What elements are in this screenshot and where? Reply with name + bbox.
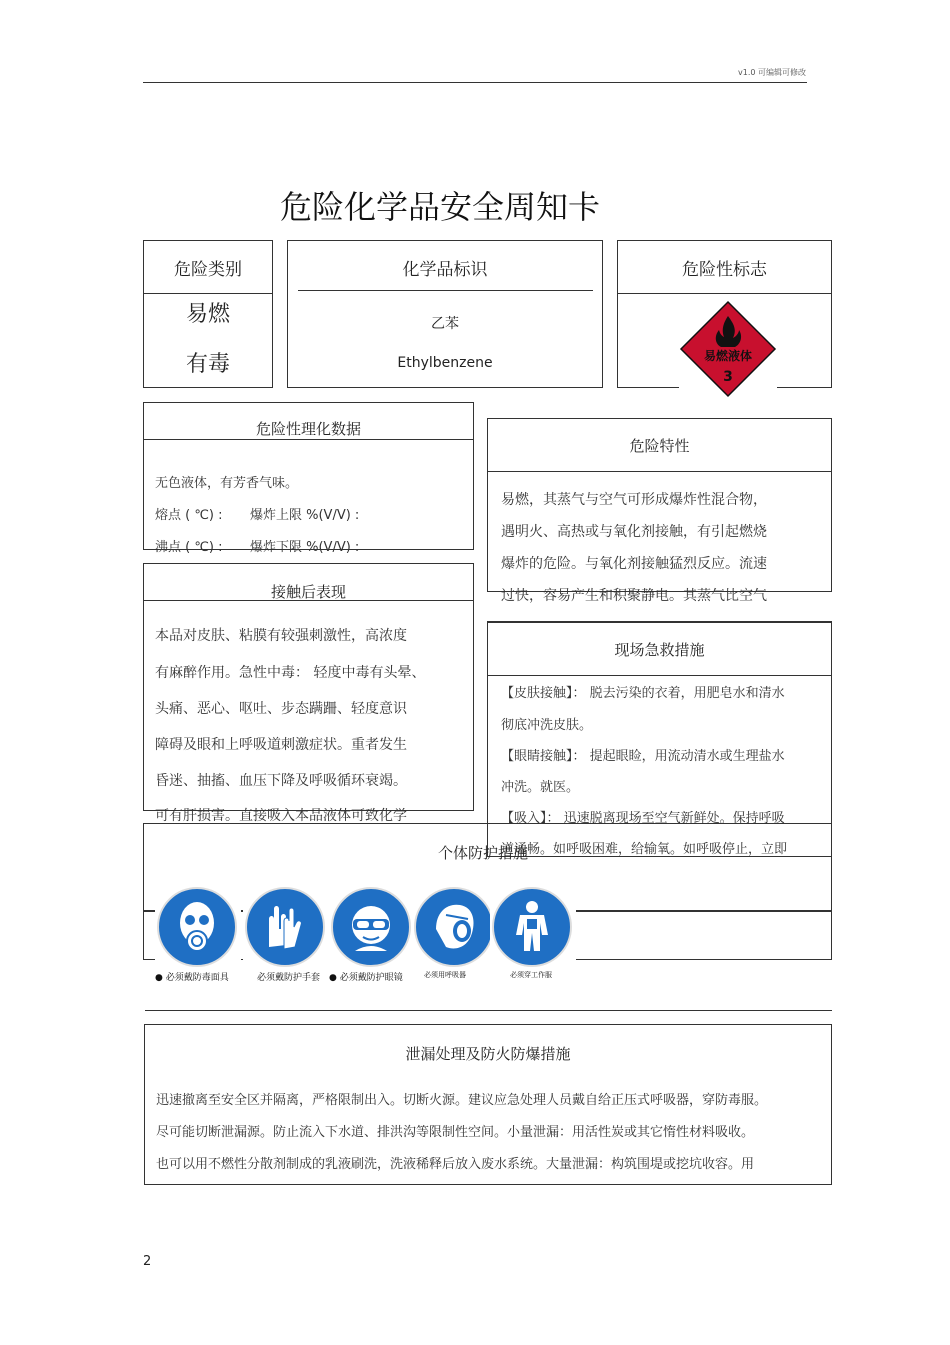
hazard-props-box	[487, 418, 832, 604]
physchem-line: 沸点 ( ℃) :	[155, 540, 223, 555]
ppe-sign-work-clothes	[490, 885, 576, 981]
spill-line: 尽可能切断泄漏源。防止流入下水道、排洪沟等限制性空间。小量泄漏：用活性炭或其它惰性材料吸收。	[156, 1125, 755, 1140]
exposure-line: 有麻醉作用。急性中毒： 轻度中毒有头晕、	[155, 665, 426, 681]
hazard-props-line: 遇明火、高热或与氧化剂接触，有引起燃烧	[501, 524, 767, 540]
chemical-id-heading: 化学品标识	[402, 260, 488, 280]
divider	[298, 290, 593, 291]
sign-circle	[245, 887, 325, 967]
chemical-name-cn: 乙苯	[431, 316, 459, 332]
spill-heading: 泄漏处理及防火防爆措施	[405, 1045, 571, 1063]
hazard-props-line: 易燃，其蒸气与空气可形成爆炸性混合物，	[501, 492, 767, 508]
exposure-heading: 接触后表现	[270, 583, 346, 601]
physchem-line: 爆炸上限 %(V/V) :	[250, 508, 360, 523]
hazard-sign-heading: 危险性标志	[682, 260, 767, 280]
spill-line: 迅速撤离至安全区并隔离，严格限制出入。切断火源。建议应急处理人员戴自给正压式呼吸器，穿防毒服。	[156, 1093, 768, 1108]
first-aid-line: 【皮肤接触】： 脱去污染的衣着，用肥皂水和清水	[501, 686, 785, 701]
first-aid-line: 冲洗。就医。	[501, 780, 580, 795]
hazard-props-line: 爆炸的危险。与氧化剂接触猛烈反应。流速	[501, 556, 767, 572]
divider	[144, 293, 272, 294]
ppe-sign-gas-mask	[155, 885, 241, 981]
gloves-icon	[247, 889, 323, 965]
header-version: v1.0 可编辑可修改	[738, 68, 806, 77]
exposure-box	[143, 563, 474, 824]
sign-circle	[414, 887, 494, 967]
divider	[488, 675, 831, 676]
first-aid-box	[487, 621, 832, 857]
hazard-category-box	[143, 240, 273, 388]
physchem-box	[143, 402, 474, 555]
exposure-line: 可有肝损害。直接吸入本品液体可致化学	[155, 808, 407, 824]
exposure-line: 本品对皮肤、粘膜有较强刺激性，高浓度	[155, 628, 407, 644]
divider	[488, 471, 831, 472]
hazard-props-line: 过快，容易产生和积聚静电。其蒸气比空气	[501, 588, 767, 604]
ppe-caption: ● 必须戴防护眼镜	[329, 973, 403, 983]
physchem-line: 熔点 ( ℃) :	[155, 508, 223, 523]
ppe-caption: 必须用呼吸器	[424, 971, 466, 979]
section-rule	[145, 1010, 832, 1011]
divider	[618, 293, 831, 294]
physchem-heading: 危险性理化数据	[255, 420, 361, 438]
chemical-name-en: Ethylbenzene	[397, 355, 493, 371]
gas-mask-icon	[159, 889, 235, 965]
hazard-category-heading: 危险类别	[174, 260, 242, 280]
divider	[144, 600, 473, 601]
sign-circle	[331, 887, 411, 967]
sign-circle	[492, 887, 572, 967]
hazard-props-heading: 危险特性	[629, 437, 690, 455]
first-aid-line: 道通畅。如呼吸困难，给输氧。如呼吸停止，立即	[501, 842, 788, 857]
divider	[144, 439, 473, 440]
physchem-line: 爆炸下限 %(V/V) :	[250, 540, 360, 555]
header-rule	[143, 82, 807, 83]
exposure-line: 昏迷、抽搐、血压下降及呼吸循环衰竭。	[155, 773, 407, 789]
flammable-liquid-sign	[679, 300, 777, 398]
first-aid-line: 【吸入】： 迅速脱离现场至空气新鲜处。保持呼吸	[501, 811, 785, 826]
respirator-icon	[416, 889, 492, 965]
sign-class-number: 3	[723, 369, 733, 385]
spill-box	[144, 1024, 832, 1185]
sign-label: 易燃液体	[703, 349, 752, 363]
sign-circle	[157, 887, 237, 967]
page-title: 危险化学品安全周知卡	[279, 188, 600, 226]
goggles-icon	[333, 889, 409, 965]
exposure-line: 障碍及眼和上呼吸道刺激症状。重者发生	[155, 737, 407, 753]
ppe-heading: 个体防护措施	[438, 844, 529, 862]
first-aid-line: 彻底冲洗皮肤。	[501, 718, 593, 733]
chemical-id-box	[287, 240, 603, 388]
spill-line: 也可以用不燃性分散剂制成的乳液刷洗，洗液稀释后放入废水系统。大量泄漏：构筑围堤或挖坑收容。用	[156, 1157, 755, 1172]
ppe-sign-respirator	[412, 885, 498, 981]
ppe-caption: ● 必须戴防毒面具	[155, 973, 229, 983]
work-clothes-icon	[494, 889, 570, 965]
ppe-caption: 必须戴防护手套	[257, 973, 321, 983]
first-aid-line: 【眼睛接触】： 提起眼睑，用流动清水或生理盐水	[501, 749, 785, 764]
ppe-sign-goggles	[329, 885, 415, 981]
ppe-caption: 必须穿工作服	[510, 971, 552, 979]
first-aid-heading: 现场急救措施	[614, 641, 705, 659]
page-number: 2	[143, 1254, 152, 1269]
hazard-category-item: 有毒	[185, 352, 230, 377]
exposure-line: 头痛、恶心、呕吐、步态蹒跚、轻度意识	[155, 701, 407, 717]
hazard-category-item: 易燃	[185, 302, 230, 327]
ppe-sign-gloves	[243, 885, 329, 981]
physchem-line: 无色液体，有芳香气味。	[155, 476, 299, 491]
